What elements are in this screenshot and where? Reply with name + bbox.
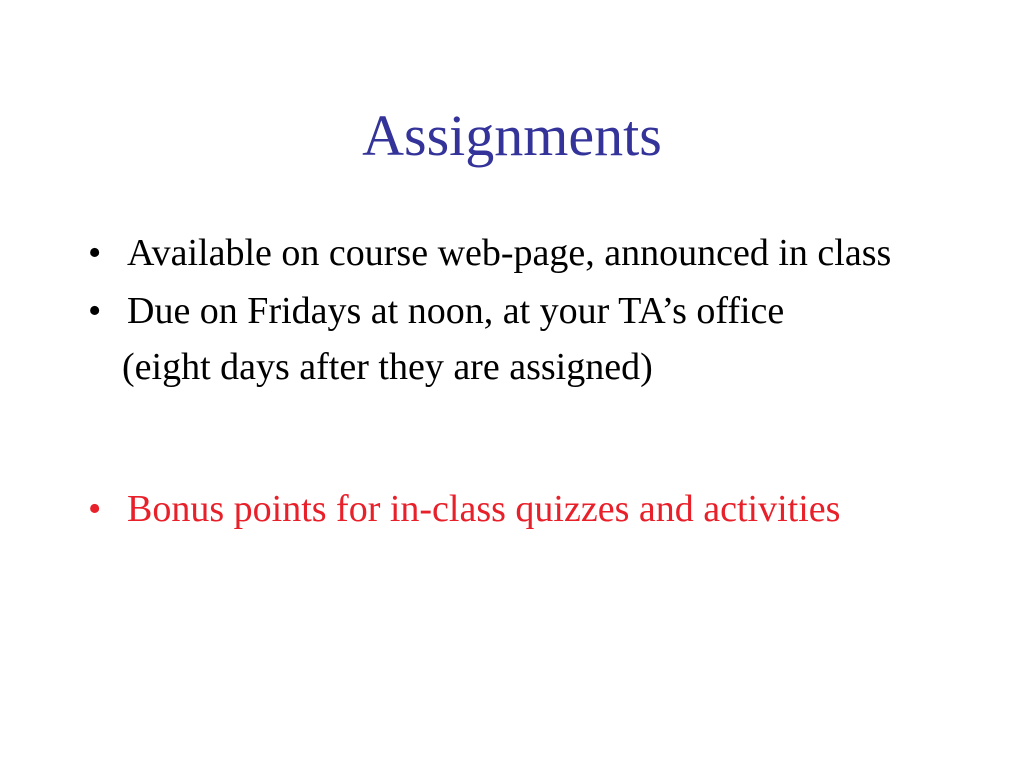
bullet-icon: • [88,488,102,530]
bullet-icon: • [88,232,102,274]
bullet-item-bonus-points [88,484,948,534]
slide-title: Assignments [362,103,662,168]
bullet-text: Bonus points for in-class quizzes and activities [127,488,841,530]
bullet-list [88,228,948,534]
bullet-text: Due on Fridays at noon, at your TA’s office [127,290,785,332]
bullet-text: Available on course web-page, announced in class [127,232,892,274]
bullet-icon: • [88,290,102,332]
bullet-continuation: (eight days after they are assigned) [122,346,653,388]
bullet-item-due-date [88,286,948,336]
bullet-item-course-webpage [88,228,948,278]
